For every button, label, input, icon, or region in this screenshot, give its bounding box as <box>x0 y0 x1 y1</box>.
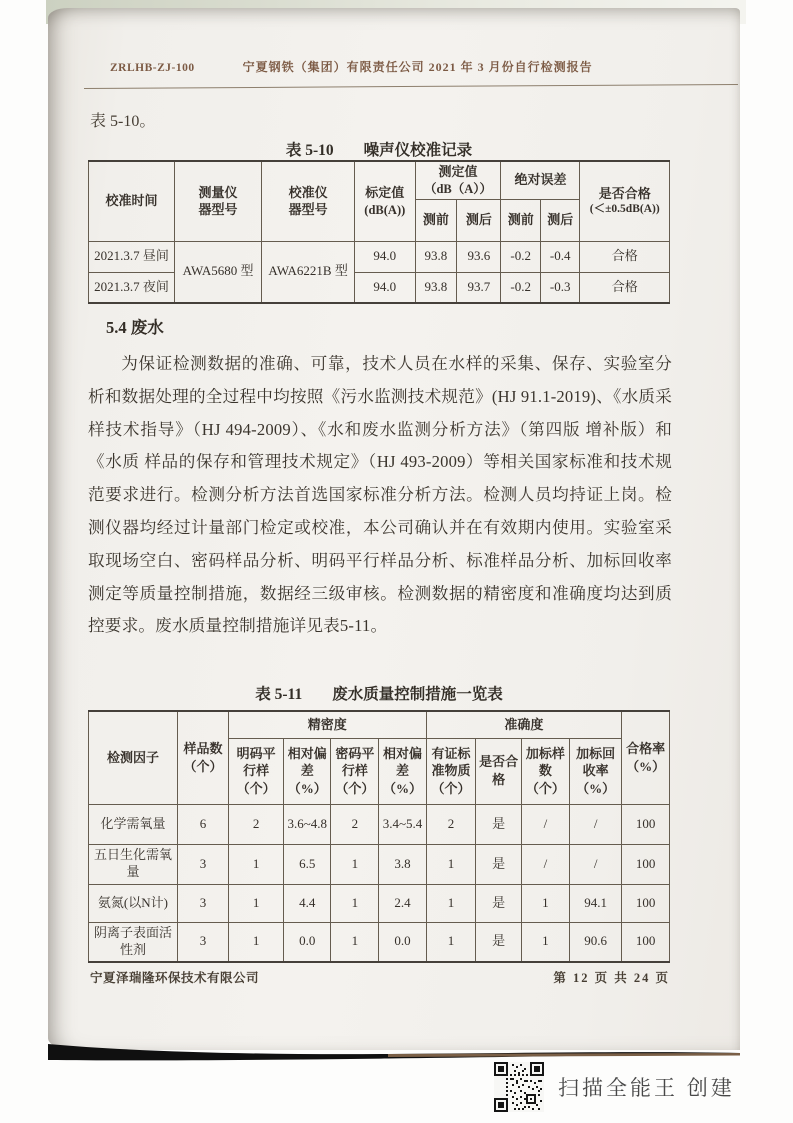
col-header-relative-deviation-open: 相对偏差（%） <box>284 738 331 804</box>
cell-measured-post: 93.7 <box>457 272 501 303</box>
table-row <box>89 804 670 844</box>
cell-measured-pre: 93.8 <box>415 272 457 303</box>
cell-spike-recovery: 94.1 <box>570 884 622 922</box>
cell-spike-recovery: 90.6 <box>570 922 622 962</box>
col-header-error-post: 测后 <box>540 199 580 241</box>
col-header-measured-post: 测后 <box>457 199 501 241</box>
col-header-open-parallel: 明码平行样（个） <box>229 738 284 804</box>
table-row <box>89 844 670 884</box>
cell-rel-dev-open: 6.5 <box>284 844 331 884</box>
table-5-10-caption-label: 表 5-10 <box>285 142 334 159</box>
footer-company: 宁夏泽瑞隆环保技术有限公司 <box>90 971 260 985</box>
cell-meter-model: AWA5680 型 <box>174 241 261 303</box>
cell-blind-parallel: 1 <box>331 884 379 922</box>
col-header-blind-parallel: 密码平行样（个） <box>331 738 379 804</box>
wastewater-qc-table <box>88 710 670 963</box>
document-code: ZRLHB-ZJ-100 <box>110 62 195 74</box>
cell-crm: 1 <box>426 884 476 922</box>
table-row <box>89 922 670 962</box>
col-header-sample-count: 样品数（个） <box>177 711 228 804</box>
table-5-11-caption-title: 废水质量控制措施一览表 <box>332 686 503 703</box>
cell-crm: 1 <box>426 922 476 962</box>
col-header-factor: 检测因子 <box>89 711 178 804</box>
col-group-absolute-error: 绝对误差 <box>501 161 580 199</box>
cell-pass: 合格 <box>580 272 670 303</box>
page-footer <box>90 968 670 986</box>
cell-sample-count: 3 <box>177 844 228 884</box>
cell-nominal: 94.0 <box>355 241 415 272</box>
col-header-pass: 是否合格 <box>476 738 521 804</box>
section-heading: 5.4 废水 <box>106 318 164 337</box>
cell-pass: 合格 <box>580 241 670 272</box>
cell-factor: 五日生化需氧量 <box>89 844 178 884</box>
cell-nominal: 94.0 <box>355 272 415 303</box>
cell-error-pre: -0.2 <box>501 272 541 303</box>
report-header <box>88 58 688 75</box>
cell-crm: 2 <box>426 804 476 844</box>
cell-rel-dev-open: 3.6~4.8 <box>284 804 331 844</box>
col-header-nominal-value: 标定值 (dB(A)) <box>355 161 415 241</box>
table-row <box>89 884 670 922</box>
watermark-label: 扫描全能王 创建 <box>558 1077 735 1100</box>
table-5-11-caption <box>88 682 670 704</box>
cell-blind-parallel: 1 <box>331 844 379 884</box>
table-row <box>89 161 670 199</box>
table-5-10-caption <box>88 138 670 160</box>
cell-time-night: 2021.3.7 夜间 <box>89 272 175 303</box>
cell-factor: 氨氮(以N计) <box>89 884 178 922</box>
cell-calibrator-model: AWA6221B 型 <box>262 241 355 303</box>
noise-meter-calibration-table <box>88 160 670 304</box>
cell-pass-rate: 100 <box>622 884 670 922</box>
cell-open-parallel: 1 <box>229 922 284 962</box>
cell-rel-dev-open: 0.0 <box>284 922 331 962</box>
cell-crm: 1 <box>426 844 476 884</box>
cell-spike-recovery: / <box>570 844 622 884</box>
table-row <box>89 711 670 738</box>
cell-sample-count: 3 <box>177 922 228 962</box>
col-header-error-pre: 测前 <box>501 199 541 241</box>
cell-factor: 化学需氧量 <box>89 804 178 844</box>
cell-spike-count: 1 <box>521 884 569 922</box>
cell-pass: 是 <box>476 804 521 844</box>
cell-factor: 阴离子表面活性剂 <box>89 922 178 962</box>
cell-pass: 是 <box>476 844 521 884</box>
cell-pass: 是 <box>476 922 521 962</box>
col-header-calibrator-model: 校准仪器型号 <box>262 161 355 241</box>
col-group-measured-value: 测定值 （dB（A）） <box>415 161 501 199</box>
lead-fragment: 表 5-10。 <box>90 113 156 130</box>
cell-spike-count: / <box>521 844 569 884</box>
col-header-crm: 有证标准物质（个） <box>426 738 476 804</box>
col-header-measured-pre: 测前 <box>415 199 457 241</box>
cell-spike-recovery: / <box>570 804 622 844</box>
cell-rel-dev-open: 4.4 <box>284 884 331 922</box>
cell-measured-post: 93.6 <box>457 241 501 272</box>
col-group-precision: 精密度 <box>229 711 427 738</box>
cell-blind-parallel: 2 <box>331 804 379 844</box>
cell-open-parallel: 2 <box>229 804 284 844</box>
qr-code-icon <box>494 1062 544 1112</box>
cell-rel-dev-blind: 2.4 <box>379 884 426 922</box>
header-rule <box>84 84 738 89</box>
cell-sample-count: 6 <box>177 804 228 844</box>
table-row <box>89 241 670 272</box>
cell-pass-rate: 100 <box>622 804 670 844</box>
table-5-11-caption-label: 表 5-11 <box>255 686 303 703</box>
col-header-pass-criterion: 是否合格 (＜±0.5dB(A)) <box>580 161 670 241</box>
footer-page-number: 第 12 页 共 24 页 <box>553 971 670 985</box>
cell-pass-rate: 100 <box>622 922 670 962</box>
col-header-relative-deviation-blind: 相对偏差（%） <box>379 738 426 804</box>
cell-sample-count: 3 <box>177 884 228 922</box>
cell-blind-parallel: 1 <box>331 922 379 962</box>
camscanner-watermark <box>494 1062 735 1112</box>
cell-pass: 是 <box>476 884 521 922</box>
table-5-10-caption-title: 噪声仪校准记录 <box>363 142 473 159</box>
cell-rel-dev-blind: 3.4~5.4 <box>379 804 426 844</box>
cell-open-parallel: 1 <box>229 884 284 922</box>
cell-rel-dev-blind: 3.8 <box>379 844 426 884</box>
cell-open-parallel: 1 <box>229 844 284 884</box>
col-header-spike-recovery: 加标回收率（%） <box>570 738 622 804</box>
cell-error-post: -0.3 <box>540 272 580 303</box>
cell-measured-pre: 93.8 <box>415 241 457 272</box>
body-paragraph: 为保证检测数据的准确、可靠，技术人员在水样的采集、保存、实验室分析和数据处理的全过程中均按照《污水监测技术规范》(HJ 91.1-2019)、《水质采样技术指导》（HJ 494-2009）、《水和废水监测分析方法》（第四版 增补版）和《水质 样品的保存和管理技术规定》（HJ 493-2009）等相关国家标准和技术规范要求进行。检测分析方法首选国家标准分析方法。检测人员均持证上岗。检测仪器均经过计量部门检定或校准，本公司确认并在有效期内使用。实验室采取现场空白、密码样品分析、明码平行样品分析、标准样品分析、加标回收率测定等质量控制措施，数据经三级审核。检测数据的精密度和准确度均达到质控要求。废水质量控制措施详见表5-11。 <box>88 354 672 636</box>
col-header-pass-rate: 合格率（%） <box>622 711 670 804</box>
col-group-accuracy: 准确度 <box>426 711 622 738</box>
cell-error-post: -0.4 <box>540 241 580 272</box>
paper-page <box>48 8 740 1050</box>
col-header-calibration-time: 校准时间 <box>89 161 175 241</box>
cell-spike-count: 1 <box>521 922 569 962</box>
col-header-meter-model: 测量仪器型号 <box>174 161 261 241</box>
cell-pass-rate: 100 <box>622 844 670 884</box>
cell-error-pre: -0.2 <box>501 241 541 272</box>
cell-rel-dev-blind: 0.0 <box>379 922 426 962</box>
cell-time-day: 2021.3.7 昼间 <box>89 241 175 272</box>
page-bottom-shadow <box>48 1042 740 1064</box>
cell-spike-count: / <box>521 804 569 844</box>
report-title: 宁夏钢铁（集团）有限责任公司 2021 年 3 月份自行检测报告 <box>242 60 593 74</box>
col-header-spike-count: 加标样数（个） <box>521 738 569 804</box>
